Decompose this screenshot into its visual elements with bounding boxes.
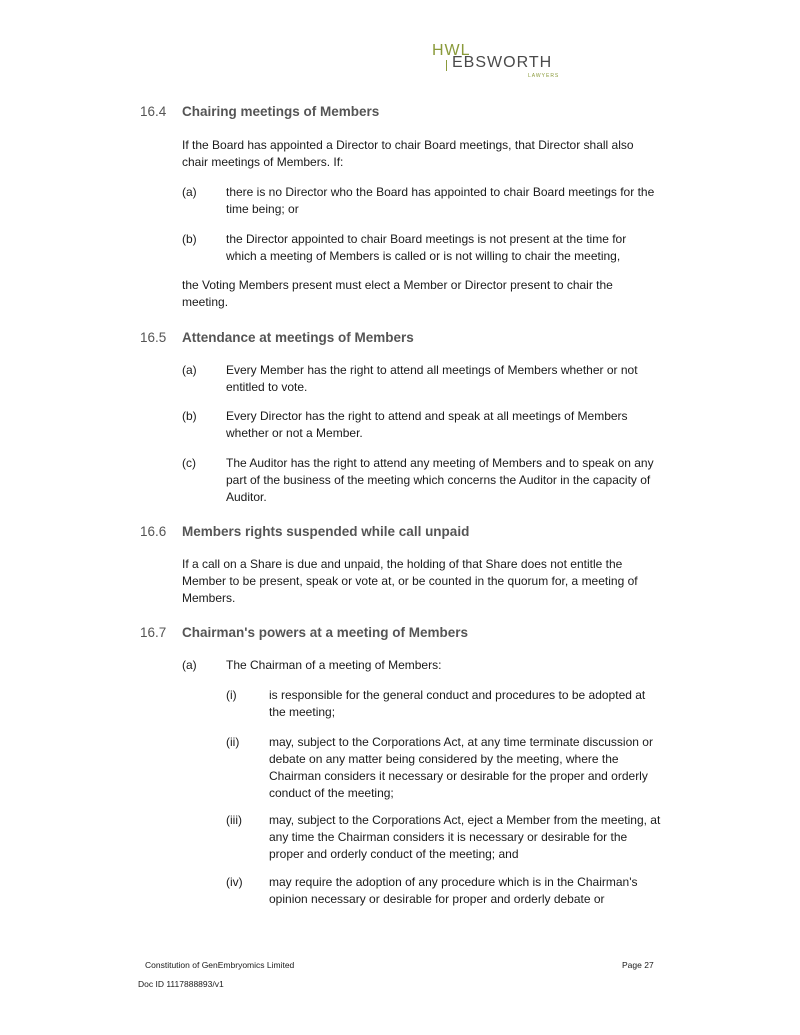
section-16-4-outro: the Voting Members present must elect a Member or Director present to chair the meeting. <box>182 278 613 309</box>
clause-text: there is no Director who the Board has appointed to chair Board meetings for the time being; or <box>226 185 655 216</box>
subclause-label: (i) <box>226 688 237 702</box>
clause-text: the Director appointed to chair Board meetings is not present at the time for which a meeting of Members is called or is not willing to chair the meeting, <box>226 232 627 263</box>
clause-label: (a) <box>182 185 197 199</box>
clause-label: (a) <box>182 363 197 377</box>
logo-ebsworth-text: EBSWORTH <box>452 54 553 71</box>
clause-label: (b) <box>182 232 197 246</box>
footer-document-title: Constitution of GenEmbryomics Limited <box>145 960 295 970</box>
clause-label: (a) <box>182 658 197 672</box>
subclause-text: may require the adoption of any procedure which is in the Chairman's opinion necessary or desirable for proper and orderly debate or <box>269 875 638 906</box>
section-title: Attendance at meetings of Members <box>182 330 414 345</box>
clause-text: Every Director has the right to attend and speak at all meetings of Members whether or not a Member. <box>226 409 628 440</box>
section-number: 16.5 <box>140 330 167 345</box>
clause-text: The Auditor has the right to attend any meeting of Members and to speak on any part of the business of the meeting which concerns the Auditor in the capacity of Auditor. <box>226 456 654 504</box>
logo-lawyers-text: LAWYERS <box>528 73 560 79</box>
section-title: Chairing meetings of Members <box>182 104 380 119</box>
section-title: Members rights suspended while call unpaid <box>182 524 470 539</box>
clause-text: The Chairman of a meeting of Members: <box>226 658 442 672</box>
logo-hwl-text: HWL <box>432 42 471 59</box>
clause-label: (b) <box>182 409 197 423</box>
section-16-6-text: If a call on a Share is due and unpaid, the holding of that Share does not entitle the Member to be present, speak or vote at, or be counted in the quorum for, a meeting of Members. <box>182 557 638 605</box>
subclause-text: may, subject to the Corporations Act, eject a Member from the meeting, at any time the Chairman considers it is necessary or desirable for the proper and orderly conduct of the meeting; and <box>269 813 661 861</box>
subclause-label: (iii) <box>226 813 242 827</box>
subclause-label: (ii) <box>226 735 240 749</box>
subclause-text: may, subject to the Corporations Act, at any time terminate discussion or debate on any matter being considered by the meeting, where the Chairman considers it necessary or desirable for the proper and orderly conduct of the meeting; <box>269 735 653 800</box>
section-16-4-intro: If the Board has appointed a Director to chair Board meetings, that Director shall also chair meetings of Members. If: <box>182 138 634 169</box>
footer-doc-id: Doc ID 1117888893/v1 <box>138 979 224 989</box>
clause-label: (c) <box>182 456 196 470</box>
section-number: 16.6 <box>140 524 167 539</box>
clause-text: Every Member has the right to attend all meetings of Members whether or not entitled to vote. <box>226 363 638 394</box>
footer-page-number: Page 27 <box>622 960 654 970</box>
section-number: 16.7 <box>140 625 167 640</box>
subclause-text: is responsible for the general conduct and procedures to be adopted at the meeting; <box>269 688 646 719</box>
logo-divider <box>446 60 447 71</box>
section-number: 16.4 <box>140 104 167 119</box>
section-title: Chairman's powers at a meeting of Members <box>182 625 469 640</box>
hwl-ebsworth-logo <box>432 42 562 82</box>
subclause-label: (iv) <box>226 875 243 889</box>
